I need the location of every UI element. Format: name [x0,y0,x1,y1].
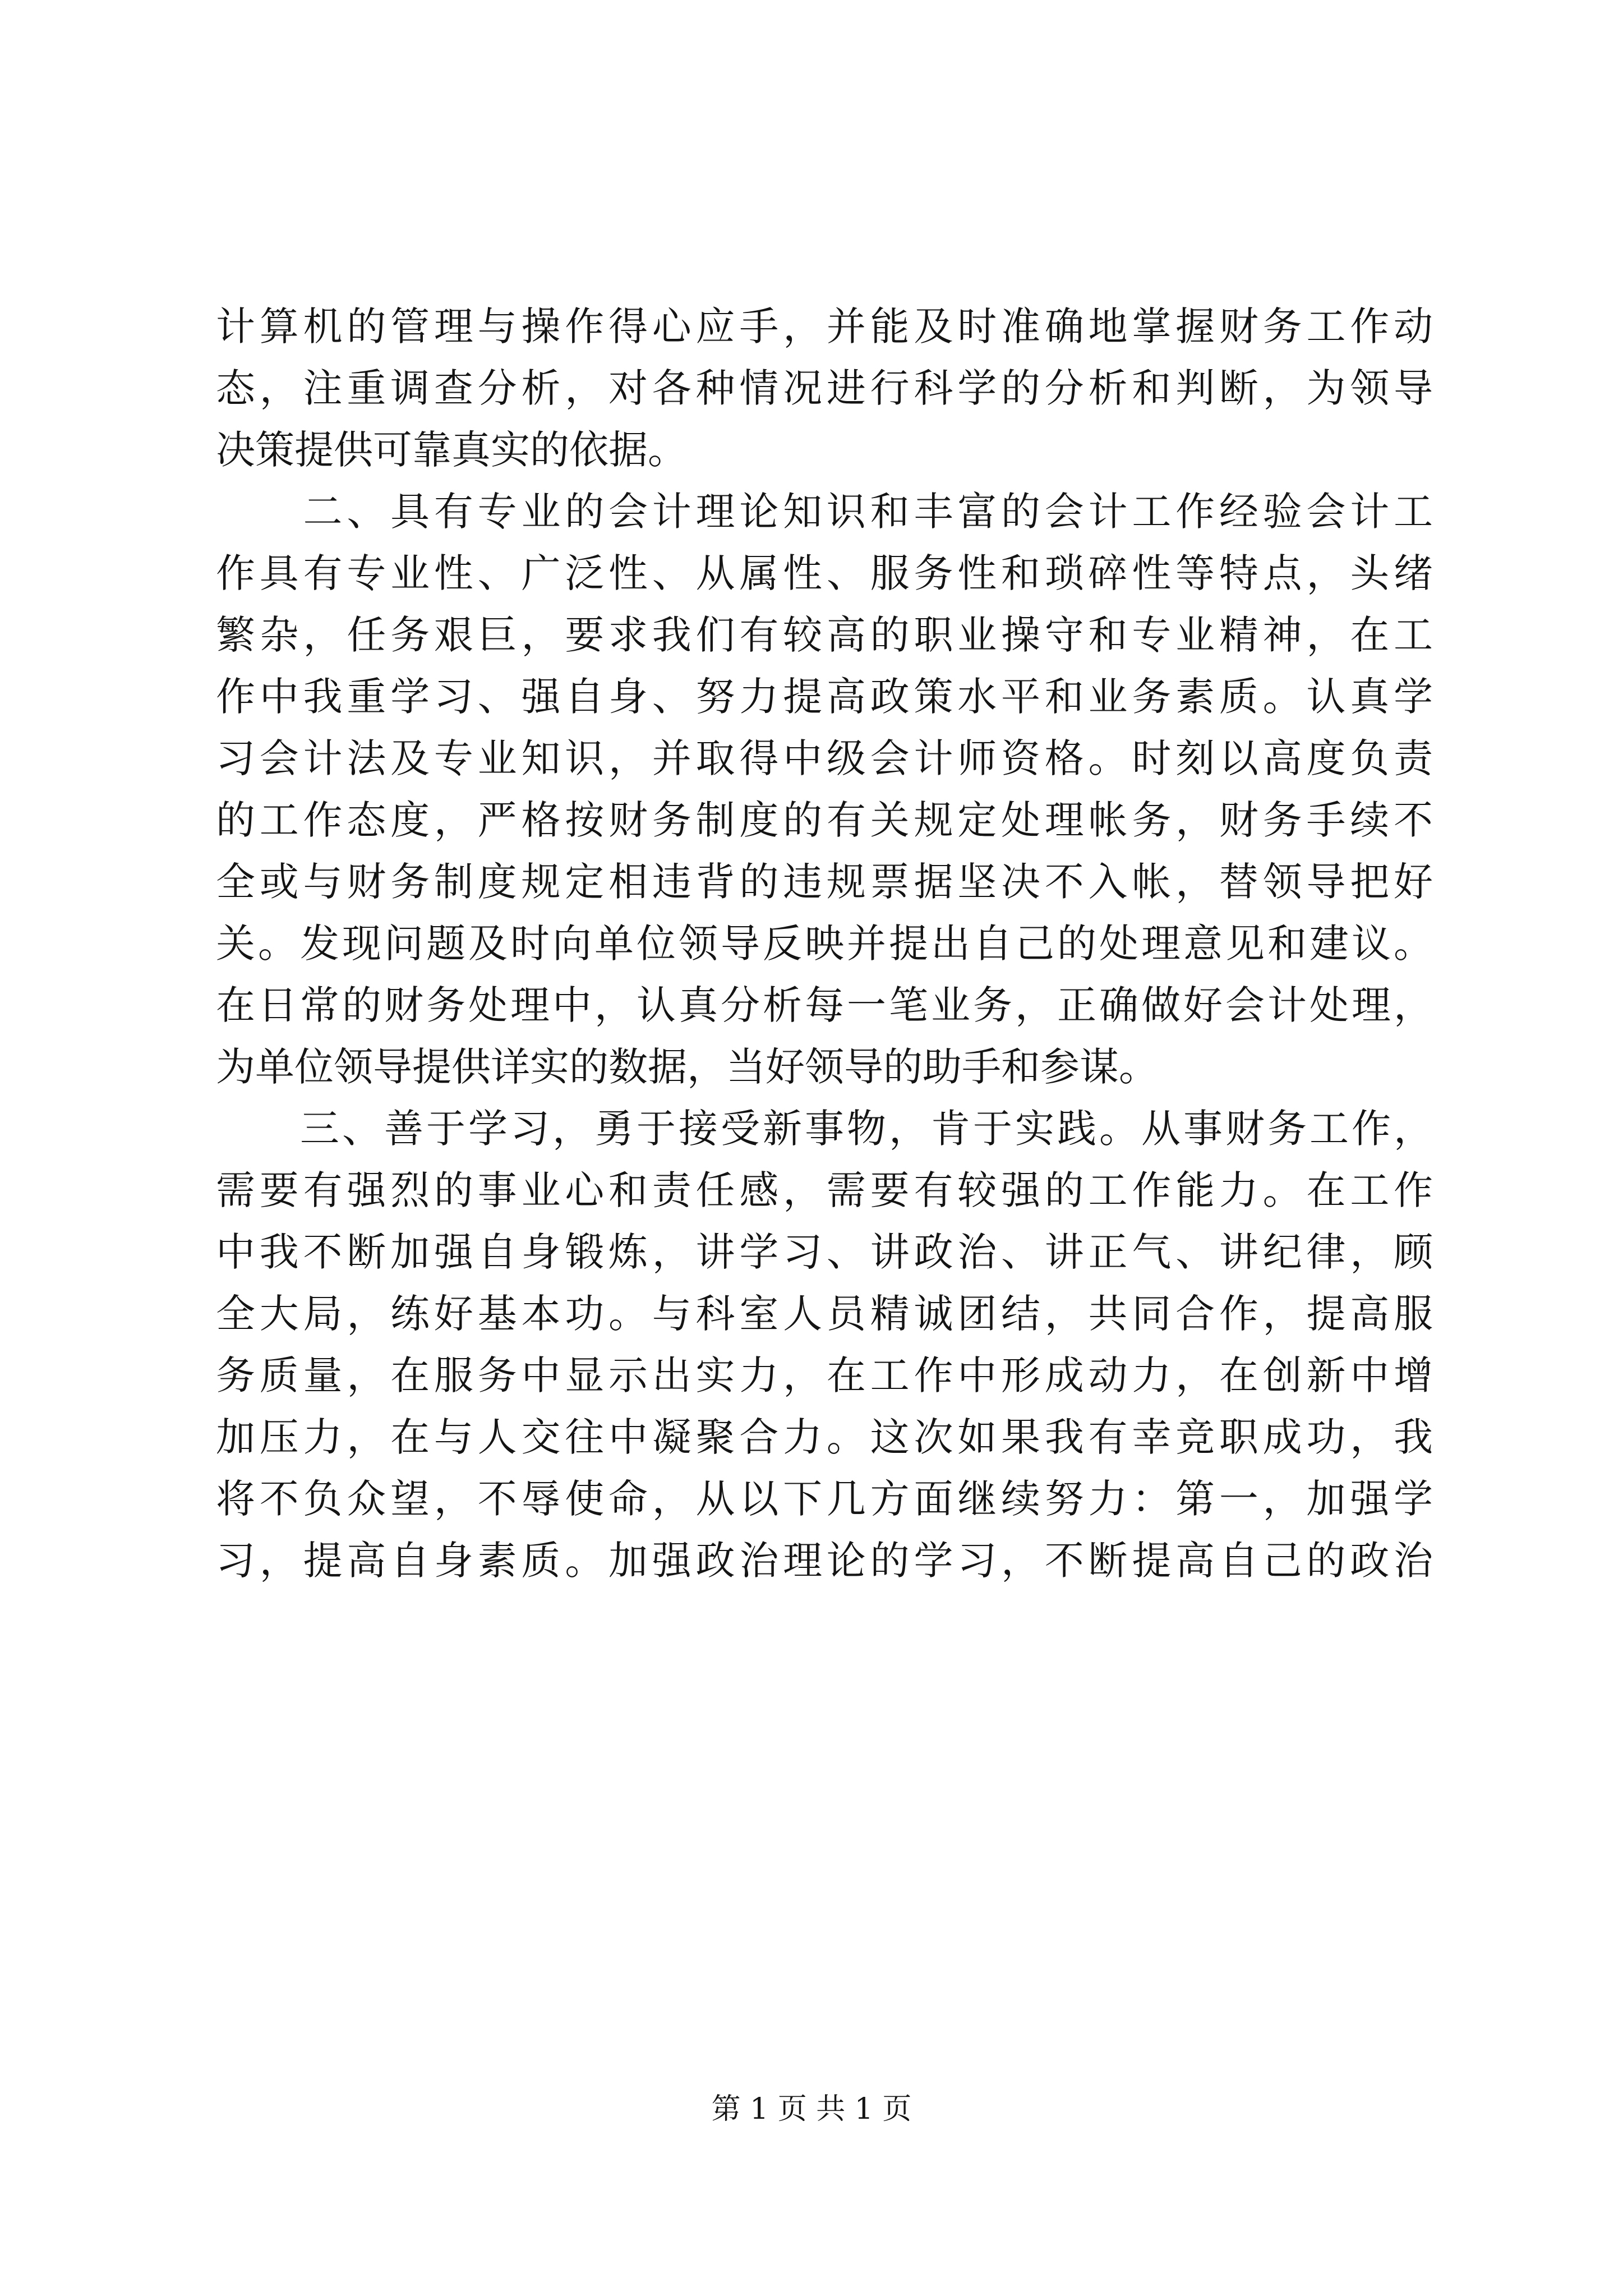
text-line: 全大局，练好基本功。与科室人员精诚团结，共同合作，提高服 [216,1291,1433,1337]
text-line: 二、具有专业的会计理论知识和丰富的会计工作经验会计工 [216,489,1433,535]
page-footer: 第 1 页 共 1 页 [711,2092,912,2126]
text-line: 作中我重学习、强自身、努力提高政策水平和业务素质。认真学 [216,674,1433,720]
text-line: 务质量，在服务中显示出实力，在工作中形成动力，在创新中增 [216,1352,1433,1398]
text-line: 加压力，在与人交往中凝聚合力。这次如果我有幸竞职成功，我 [216,1414,1433,1460]
text-line: 计算机的管理与操作得心应手，并能及时准确地掌握财务工作动 [216,303,1433,349]
text-line: 关。发现问题及时向单位领导反映并提出自己的处理意见和建议。 [216,921,1433,967]
text-line: 全或与财务制度规定相违背的违规票据坚决不入帐，替领导把好 [216,859,1433,905]
text-line: 习，提高自身素质。加强政治理论的学习，不断提高自己的政治 [216,1538,1433,1584]
text-line: 作具有专业性、广泛性、从属性、服务性和琐碎性等特点，头绪 [216,550,1433,596]
document-body [216,296,1433,1591]
text-line: 习会计法及专业知识，并取得中级会计师资格。时刻以高度负责 [216,735,1433,781]
text-line: 的工作态度，严格按财务制度的有关规定处理帐务，财务手续不 [216,797,1433,843]
text-line: 决策提供可靠真实的依据。 [216,427,687,473]
text-line: 需要有强烈的事业心和责任感，需要有较强的工作能力。在工作 [216,1167,1433,1213]
text-line: 中我不断加强自身锻炼，讲学习、讲政治、讲正气、讲纪律，顾 [216,1229,1433,1275]
text-line: 态，注重调查分析，对各种情况进行科学的分析和判断，为领导 [216,365,1433,411]
text-line: 繁杂，任务艰巨，要求我们有较高的职业操守和专业精神，在工 [216,612,1433,658]
text-line: 为单位领导提供详实的数据，当好领导的助手和参谋。 [216,1044,1158,1090]
text-line: 三、善于学习，勇于接受新事物，肯于实践。从事财务工作， [216,1106,1433,1152]
text-line: 在日常的财务处理中，认真分析每一笔业务，正确做好会计处理， [216,982,1433,1028]
text-line: 将不负众望，不辱使命，从以下几方面继续努力：第一，加强学 [216,1476,1433,1522]
